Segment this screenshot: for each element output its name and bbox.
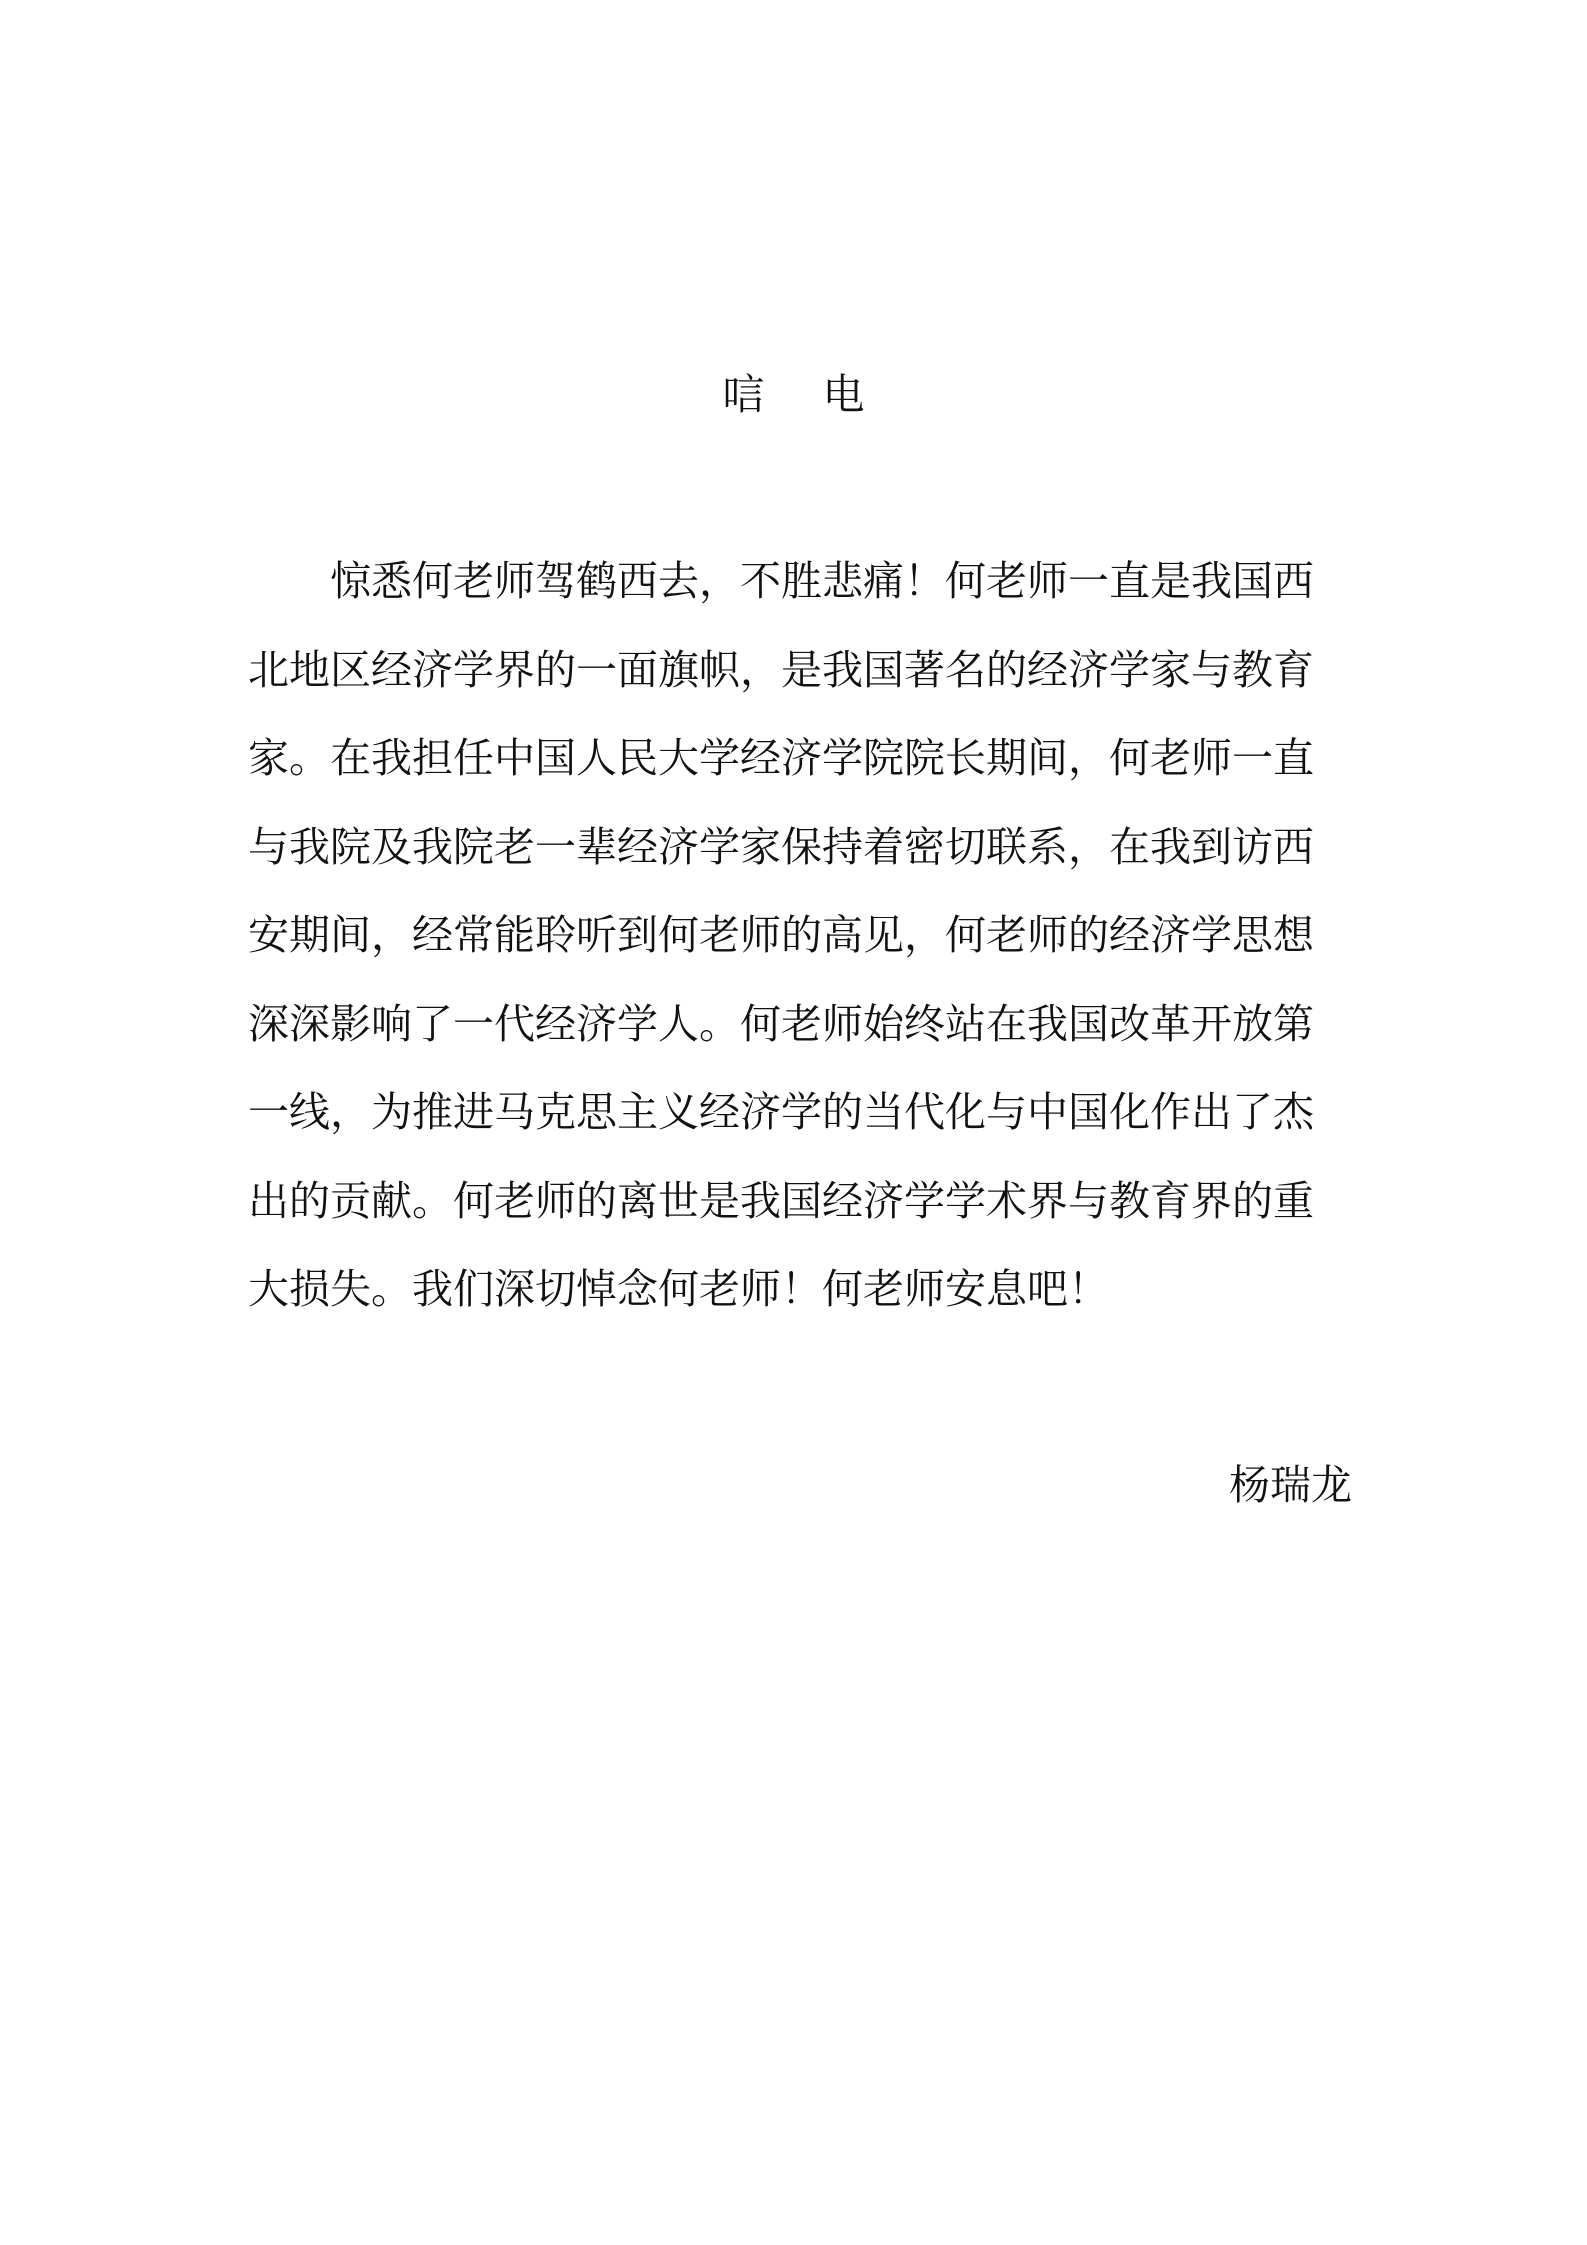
body-line: 深深影响了一代经济学人。何老师始终站在我国改革开放第 bbox=[248, 999, 1314, 1048]
body-line: 与我院及我院老一辈经济学家保持着密切联系，在我到访西 bbox=[248, 822, 1314, 871]
document-title bbox=[0, 365, 1587, 425]
body-line: 大损失。我们深切悼念何老师！何老师安息吧！ bbox=[248, 1265, 1109, 1313]
title-char-2: 电 bbox=[822, 370, 865, 419]
body-line: 家。在我担任中国人民大学经济学院院长期间，何老师一直 bbox=[248, 734, 1314, 782]
body-line: 一线，为推进马克思主义经济学的当代化与中国化作出了杰 bbox=[248, 1088, 1314, 1136]
signature: 杨瑞龙 bbox=[1229, 1461, 1352, 1509]
body-line: 惊悉何老师驾鹤西去，不胜悲痛！何老师一直是我国西 bbox=[330, 557, 1314, 605]
title-char-1: 唁 bbox=[722, 370, 765, 419]
body-line: 出的贡献。何老师的离世是我国经济学学术界与教育界的重 bbox=[248, 1176, 1314, 1225]
body-line: 北地区经济学界的一面旗帜，是我国著名的经济学家与教育 bbox=[248, 645, 1314, 694]
body-line: 安期间，经常能聆听到何老师的高见，何老师的经济学思想 bbox=[248, 911, 1314, 959]
letter-body bbox=[248, 537, 1358, 1334]
